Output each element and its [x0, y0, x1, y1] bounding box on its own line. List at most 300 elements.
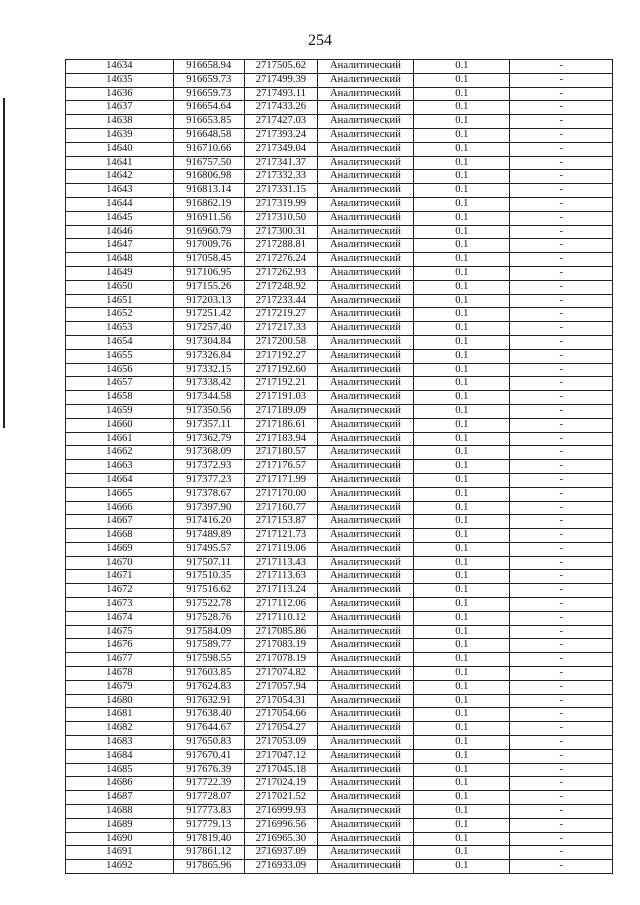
y-coordinate-cell: 2717349.04 — [244, 142, 317, 156]
table-row — [66, 266, 613, 280]
x-coordinate-cell: 917332.15 — [173, 363, 244, 377]
y-coordinate-cell: 2717074.82 — [244, 667, 317, 681]
method-cell: Аналитический — [318, 625, 414, 639]
x-coordinate-cell: 916960.79 — [173, 225, 244, 239]
accuracy-cell: 0.1 — [414, 294, 510, 308]
note-cell: - — [510, 473, 613, 487]
y-coordinate-cell: 2717427.03 — [244, 115, 317, 129]
accuracy-cell: 0.1 — [414, 349, 510, 363]
method-cell: Аналитический — [318, 639, 414, 653]
accuracy-cell: 0.1 — [414, 570, 510, 584]
note-cell: - — [510, 694, 613, 708]
y-coordinate-cell: 2716999.93 — [244, 805, 317, 819]
table-row — [66, 777, 613, 791]
y-coordinate-cell: 2717083.19 — [244, 639, 317, 653]
table-row — [66, 322, 613, 336]
method-cell: Аналитический — [318, 142, 414, 156]
y-coordinate-cell: 2717054.27 — [244, 722, 317, 736]
accuracy-cell: 0.1 — [414, 335, 510, 349]
y-coordinate-cell: 2717153.87 — [244, 515, 317, 529]
point-id-cell: 14685 — [66, 763, 174, 777]
x-coordinate-cell: 917773.83 — [173, 805, 244, 819]
point-id-cell: 14639 — [66, 128, 174, 142]
accuracy-cell: 0.1 — [414, 266, 510, 280]
note-cell: - — [510, 556, 613, 570]
table-row — [66, 611, 613, 625]
method-cell: Аналитический — [318, 860, 414, 874]
y-coordinate-cell: 2717192.60 — [244, 363, 317, 377]
x-coordinate-cell: 917495.57 — [173, 542, 244, 556]
x-coordinate-cell: 916658.94 — [173, 60, 244, 74]
point-id-cell: 14672 — [66, 584, 174, 598]
note-cell: - — [510, 639, 613, 653]
method-cell: Аналитический — [318, 611, 414, 625]
point-id-cell: 14658 — [66, 391, 174, 405]
note-cell: - — [510, 280, 613, 294]
accuracy-cell: 0.1 — [414, 611, 510, 625]
note-cell: - — [510, 432, 613, 446]
x-coordinate-cell: 917861.12 — [173, 846, 244, 860]
x-coordinate-cell: 917584.09 — [173, 625, 244, 639]
x-coordinate-cell: 917489.89 — [173, 529, 244, 543]
note-cell: - — [510, 542, 613, 556]
y-coordinate-cell: 2717233.44 — [244, 294, 317, 308]
x-coordinate-cell: 917632.91 — [173, 694, 244, 708]
point-id-cell: 14656 — [66, 363, 174, 377]
point-id-cell: 14642 — [66, 170, 174, 184]
method-cell: Аналитический — [318, 280, 414, 294]
method-cell: Аналитический — [318, 115, 414, 129]
note-cell: - — [510, 818, 613, 832]
point-id-cell: 14661 — [66, 432, 174, 446]
note-cell: - — [510, 667, 613, 681]
accuracy-cell: 0.1 — [414, 363, 510, 377]
note-cell: - — [510, 404, 613, 418]
table-body — [66, 60, 613, 874]
accuracy-cell: 0.1 — [414, 101, 510, 115]
y-coordinate-cell: 2717113.43 — [244, 556, 317, 570]
table-row — [66, 73, 613, 87]
x-coordinate-cell: 917372.93 — [173, 460, 244, 474]
accuracy-cell: 0.1 — [414, 60, 510, 74]
method-cell: Аналитический — [318, 763, 414, 777]
point-id-cell: 14637 — [66, 101, 174, 115]
y-coordinate-cell: 2717171.99 — [244, 473, 317, 487]
y-coordinate-cell: 2717300.31 — [244, 225, 317, 239]
table-row — [66, 763, 613, 777]
table-row — [66, 860, 613, 874]
method-cell: Аналитический — [318, 694, 414, 708]
table-row — [66, 335, 613, 349]
note-cell: - — [510, 363, 613, 377]
point-id-cell: 14682 — [66, 722, 174, 736]
table-row — [66, 625, 613, 639]
accuracy-cell: 0.1 — [414, 763, 510, 777]
y-coordinate-cell: 2717053.09 — [244, 736, 317, 750]
note-cell: - — [510, 460, 613, 474]
point-id-cell: 14645 — [66, 211, 174, 225]
table-row — [66, 156, 613, 170]
method-cell: Аналитический — [318, 846, 414, 860]
note-cell: - — [510, 515, 613, 529]
point-id-cell: 14683 — [66, 736, 174, 750]
accuracy-cell: 0.1 — [414, 128, 510, 142]
point-id-cell: 14654 — [66, 335, 174, 349]
x-coordinate-cell: 916654.64 — [173, 101, 244, 115]
point-id-cell: 14666 — [66, 501, 174, 515]
x-coordinate-cell: 917344.58 — [173, 391, 244, 405]
accuracy-cell: 0.1 — [414, 418, 510, 432]
method-cell: Аналитический — [318, 294, 414, 308]
note-cell: - — [510, 73, 613, 87]
method-cell: Аналитический — [318, 308, 414, 322]
x-coordinate-cell: 917251.42 — [173, 308, 244, 322]
point-id-cell: 14677 — [66, 653, 174, 667]
note-cell: - — [510, 570, 613, 584]
y-coordinate-cell: 2717054.31 — [244, 694, 317, 708]
y-coordinate-cell: 2717176.57 — [244, 460, 317, 474]
table-row — [66, 404, 613, 418]
y-coordinate-cell: 2717180.57 — [244, 446, 317, 460]
x-coordinate-cell: 917368.09 — [173, 446, 244, 460]
y-coordinate-cell: 2717112.06 — [244, 598, 317, 612]
y-coordinate-cell: 2717393.24 — [244, 128, 317, 142]
method-cell: Аналитический — [318, 570, 414, 584]
table-row — [66, 101, 613, 115]
margin-mark — [3, 98, 5, 428]
table-row — [66, 418, 613, 432]
note-cell: - — [510, 101, 613, 115]
method-cell: Аналитический — [318, 736, 414, 750]
method-cell: Аналитический — [318, 239, 414, 253]
note-cell: - — [510, 128, 613, 142]
y-coordinate-cell: 2717200.58 — [244, 335, 317, 349]
y-coordinate-cell: 2717119.06 — [244, 542, 317, 556]
y-coordinate-cell: 2717113.63 — [244, 570, 317, 584]
method-cell: Аналитический — [318, 377, 414, 391]
table-row — [66, 487, 613, 501]
x-coordinate-cell: 917338.42 — [173, 377, 244, 391]
point-id-cell: 14636 — [66, 87, 174, 101]
point-id-cell: 14692 — [66, 860, 174, 874]
accuracy-cell: 0.1 — [414, 460, 510, 474]
x-coordinate-cell: 917598.55 — [173, 653, 244, 667]
table-row — [66, 60, 613, 74]
y-coordinate-cell: 2716933.09 — [244, 860, 317, 874]
method-cell: Аналитический — [318, 487, 414, 501]
note-cell: - — [510, 142, 613, 156]
accuracy-cell: 0.1 — [414, 542, 510, 556]
method-cell: Аналитический — [318, 322, 414, 336]
y-coordinate-cell: 2717057.94 — [244, 680, 317, 694]
x-coordinate-cell: 917676.39 — [173, 763, 244, 777]
note-cell: - — [510, 418, 613, 432]
method-cell: Аналитический — [318, 708, 414, 722]
x-coordinate-cell: 917416.20 — [173, 515, 244, 529]
table-row — [66, 115, 613, 129]
x-coordinate-cell: 916653.85 — [173, 115, 244, 129]
y-coordinate-cell: 2717319.99 — [244, 197, 317, 211]
y-coordinate-cell: 2717121.73 — [244, 529, 317, 543]
y-coordinate-cell: 2717170.00 — [244, 487, 317, 501]
y-coordinate-cell: 2717045.18 — [244, 763, 317, 777]
x-coordinate-cell: 917528.76 — [173, 611, 244, 625]
note-cell: - — [510, 308, 613, 322]
accuracy-cell: 0.1 — [414, 777, 510, 791]
x-coordinate-cell: 917304.84 — [173, 335, 244, 349]
y-coordinate-cell: 2717505.62 — [244, 60, 317, 74]
y-coordinate-cell: 2717493.11 — [244, 87, 317, 101]
accuracy-cell: 0.1 — [414, 653, 510, 667]
method-cell: Аналитический — [318, 598, 414, 612]
y-coordinate-cell: 2717276.24 — [244, 253, 317, 267]
method-cell: Аналитический — [318, 391, 414, 405]
method-cell: Аналитический — [318, 680, 414, 694]
note-cell: - — [510, 211, 613, 225]
y-coordinate-cell: 2717191.03 — [244, 391, 317, 405]
x-coordinate-cell: 917155.26 — [173, 280, 244, 294]
point-id-cell: 14634 — [66, 60, 174, 74]
method-cell: Аналитический — [318, 225, 414, 239]
y-coordinate-cell: 2717021.52 — [244, 791, 317, 805]
method-cell: Аналитический — [318, 473, 414, 487]
table-row — [66, 225, 613, 239]
accuracy-cell: 0.1 — [414, 225, 510, 239]
y-coordinate-cell: 2717085.86 — [244, 625, 317, 639]
table-row — [66, 722, 613, 736]
table-row — [66, 473, 613, 487]
note-cell: - — [510, 653, 613, 667]
x-coordinate-cell: 916710.66 — [173, 142, 244, 156]
accuracy-cell: 0.1 — [414, 253, 510, 267]
method-cell: Аналитический — [318, 87, 414, 101]
y-coordinate-cell: 2716937.09 — [244, 846, 317, 860]
accuracy-cell: 0.1 — [414, 115, 510, 129]
accuracy-cell: 0.1 — [414, 211, 510, 225]
coordinates-table — [65, 59, 613, 874]
table-row — [66, 653, 613, 667]
point-id-cell: 14689 — [66, 818, 174, 832]
table-row — [66, 211, 613, 225]
table-row — [66, 708, 613, 722]
accuracy-cell: 0.1 — [414, 197, 510, 211]
accuracy-cell: 0.1 — [414, 639, 510, 653]
note-cell: - — [510, 184, 613, 198]
point-id-cell: 14644 — [66, 197, 174, 211]
accuracy-cell: 0.1 — [414, 791, 510, 805]
x-coordinate-cell: 917522.78 — [173, 598, 244, 612]
accuracy-cell: 0.1 — [414, 404, 510, 418]
x-coordinate-cell: 917589.77 — [173, 639, 244, 653]
y-coordinate-cell: 2717219.27 — [244, 308, 317, 322]
point-id-cell: 14668 — [66, 529, 174, 543]
accuracy-cell: 0.1 — [414, 625, 510, 639]
table-row — [66, 515, 613, 529]
table-row — [66, 749, 613, 763]
point-id-cell: 14667 — [66, 515, 174, 529]
note-cell: - — [510, 832, 613, 846]
accuracy-cell: 0.1 — [414, 736, 510, 750]
table-row — [66, 280, 613, 294]
method-cell: Аналитический — [318, 542, 414, 556]
accuracy-cell: 0.1 — [414, 473, 510, 487]
y-coordinate-cell: 2717262.93 — [244, 266, 317, 280]
table-row — [66, 694, 613, 708]
point-id-cell: 14651 — [66, 294, 174, 308]
accuracy-cell: 0.1 — [414, 846, 510, 860]
note-cell: - — [510, 763, 613, 777]
note-cell: - — [510, 846, 613, 860]
point-id-cell: 14686 — [66, 777, 174, 791]
point-id-cell: 14660 — [66, 418, 174, 432]
accuracy-cell: 0.1 — [414, 832, 510, 846]
point-id-cell: 14675 — [66, 625, 174, 639]
table-row — [66, 736, 613, 750]
point-id-cell: 14676 — [66, 639, 174, 653]
method-cell: Аналитический — [318, 556, 414, 570]
y-coordinate-cell: 2717433.26 — [244, 101, 317, 115]
accuracy-cell: 0.1 — [414, 391, 510, 405]
table-row — [66, 363, 613, 377]
y-coordinate-cell: 2717113.24 — [244, 584, 317, 598]
y-coordinate-cell: 2717054.66 — [244, 708, 317, 722]
x-coordinate-cell: 917670.41 — [173, 749, 244, 763]
table-row — [66, 556, 613, 570]
y-coordinate-cell: 2717078.19 — [244, 653, 317, 667]
method-cell: Аналитический — [318, 253, 414, 267]
x-coordinate-cell: 917779.13 — [173, 818, 244, 832]
x-coordinate-cell: 917865.96 — [173, 860, 244, 874]
accuracy-cell: 0.1 — [414, 694, 510, 708]
x-coordinate-cell: 917603.85 — [173, 667, 244, 681]
note-cell: - — [510, 225, 613, 239]
note-cell: - — [510, 487, 613, 501]
point-id-cell: 14662 — [66, 446, 174, 460]
method-cell: Аналитический — [318, 170, 414, 184]
point-id-cell: 14664 — [66, 473, 174, 487]
x-coordinate-cell: 916648.58 — [173, 128, 244, 142]
point-id-cell: 14670 — [66, 556, 174, 570]
method-cell: Аналитический — [318, 128, 414, 142]
point-id-cell: 14679 — [66, 680, 174, 694]
x-coordinate-cell: 916757.50 — [173, 156, 244, 170]
table-row — [66, 598, 613, 612]
table-row — [66, 142, 613, 156]
method-cell: Аналитический — [318, 501, 414, 515]
x-coordinate-cell: 916659.73 — [173, 73, 244, 87]
page-number: 254 — [308, 32, 332, 49]
x-coordinate-cell: 917728.07 — [173, 791, 244, 805]
x-coordinate-cell: 917397.90 — [173, 501, 244, 515]
method-cell: Аналитический — [318, 777, 414, 791]
accuracy-cell: 0.1 — [414, 377, 510, 391]
x-coordinate-cell: 917362.79 — [173, 432, 244, 446]
x-coordinate-cell: 916659.73 — [173, 87, 244, 101]
table-row — [66, 87, 613, 101]
method-cell: Аналитический — [318, 446, 414, 460]
method-cell: Аналитический — [318, 749, 414, 763]
note-cell: - — [510, 239, 613, 253]
x-coordinate-cell: 916862.19 — [173, 197, 244, 211]
accuracy-cell: 0.1 — [414, 584, 510, 598]
table-row — [66, 791, 613, 805]
table-row — [66, 446, 613, 460]
y-coordinate-cell: 2717192.27 — [244, 349, 317, 363]
y-coordinate-cell: 2717310.50 — [244, 211, 317, 225]
note-cell: - — [510, 791, 613, 805]
table-row — [66, 308, 613, 322]
table-row — [66, 239, 613, 253]
y-coordinate-cell: 2717183.94 — [244, 432, 317, 446]
accuracy-cell: 0.1 — [414, 280, 510, 294]
note-cell: - — [510, 349, 613, 363]
note-cell: - — [510, 322, 613, 336]
table-row — [66, 680, 613, 694]
method-cell: Аналитический — [318, 515, 414, 529]
x-coordinate-cell: 917106.95 — [173, 266, 244, 280]
y-coordinate-cell: 2716965.30 — [244, 832, 317, 846]
method-cell: Аналитический — [318, 818, 414, 832]
note-cell: - — [510, 722, 613, 736]
method-cell: Аналитический — [318, 653, 414, 667]
accuracy-cell: 0.1 — [414, 184, 510, 198]
accuracy-cell: 0.1 — [414, 529, 510, 543]
x-coordinate-cell: 917819.40 — [173, 832, 244, 846]
y-coordinate-cell: 2717288.81 — [244, 239, 317, 253]
method-cell: Аналитический — [318, 211, 414, 225]
table-row — [66, 460, 613, 474]
point-id-cell: 14655 — [66, 349, 174, 363]
method-cell: Аналитический — [318, 722, 414, 736]
accuracy-cell: 0.1 — [414, 708, 510, 722]
x-coordinate-cell: 917722.39 — [173, 777, 244, 791]
point-id-cell: 14687 — [66, 791, 174, 805]
note-cell: - — [510, 611, 613, 625]
y-coordinate-cell: 2717160.77 — [244, 501, 317, 515]
point-id-cell: 14681 — [66, 708, 174, 722]
x-coordinate-cell: 917009.76 — [173, 239, 244, 253]
accuracy-cell: 0.1 — [414, 432, 510, 446]
note-cell: - — [510, 805, 613, 819]
method-cell: Аналитический — [318, 832, 414, 846]
table-row — [66, 667, 613, 681]
table-row — [66, 391, 613, 405]
point-id-cell: 14640 — [66, 142, 174, 156]
accuracy-cell: 0.1 — [414, 322, 510, 336]
method-cell: Аналитический — [318, 73, 414, 87]
x-coordinate-cell: 916806.98 — [173, 170, 244, 184]
note-cell: - — [510, 860, 613, 874]
x-coordinate-cell: 916813.14 — [173, 184, 244, 198]
y-coordinate-cell: 2717331.15 — [244, 184, 317, 198]
point-id-cell: 14678 — [66, 667, 174, 681]
y-coordinate-cell: 2717332.33 — [244, 170, 317, 184]
point-id-cell: 14690 — [66, 832, 174, 846]
point-id-cell: 14665 — [66, 487, 174, 501]
note-cell: - — [510, 446, 613, 460]
point-id-cell: 14674 — [66, 611, 174, 625]
x-coordinate-cell: 917378.67 — [173, 487, 244, 501]
accuracy-cell: 0.1 — [414, 73, 510, 87]
table-row — [66, 128, 613, 142]
y-coordinate-cell: 2717110.12 — [244, 611, 317, 625]
note-cell: - — [510, 777, 613, 791]
y-coordinate-cell: 2717499.39 — [244, 73, 317, 87]
y-coordinate-cell: 2717217.33 — [244, 322, 317, 336]
y-coordinate-cell: 2717192.21 — [244, 377, 317, 391]
x-coordinate-cell: 917326.84 — [173, 349, 244, 363]
x-coordinate-cell: 917377.23 — [173, 473, 244, 487]
